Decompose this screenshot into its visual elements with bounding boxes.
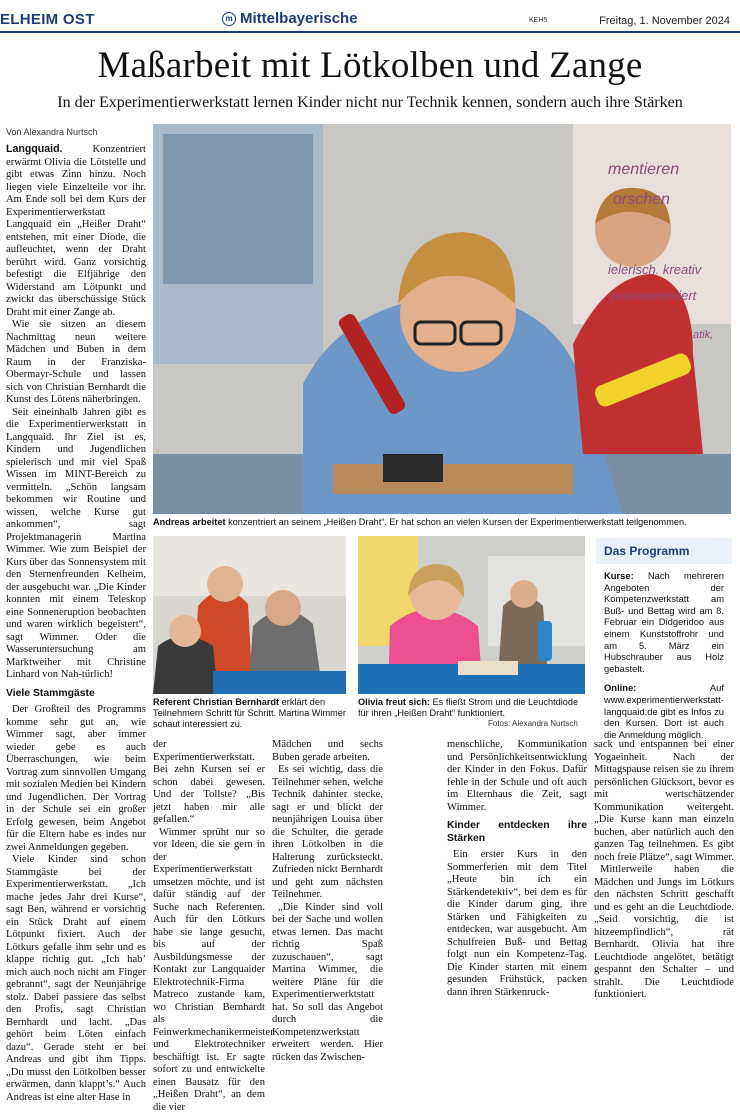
caption-text: Es fließt Strom und die Leuchtdiode für ihren „Heißen Draht“ funktioniert. <box>358 697 578 718</box>
main-photo <box>153 124 731 514</box>
paragraph: menschliche, Kommunikation und Persönlichkeitsentwicklung der Kinder in den Fokus. Dafür fehle in der Schule und oft auch im Elternhaus die Zeit, sagt Wimmer. <box>447 739 587 814</box>
paragraph: Mittlerweile haben die Mädchen und Jungs im Lötkurs den nächsten Schritt geschafft und es geht an die Leuchtdiode. „Seid vorsichtig, die ist hitzeempfindlich“, rät Bernhardt. Olivia hat ihre Leuchtdiode angelötet, betätigt gespannt den Schalter – und strahlt. Die Leuchtdiode funktioniert. <box>594 864 734 1002</box>
paragraph: Viele Kinder sind schon Stammgäste bei der Experimentierwerkstatt. „Ich mache jedes Jahr drei Kurse“, sagt Ben, während er vorsichtig ein Stück Draht auf einem Lötpunkt fixiert. Auch der Lötkurs gefalle ihm sehr und es klappe richtig gut. „Ich hab’ mich auch noch nicht am Finger gebrannt“, sagt der Neunjährige stolz. Dabei passiere das selbst den Profis, sagt Christian Bernhardt und lacht. „Das gehört beim Löten einfach dazu“. Gerade steht er bei Andreas und gibt ihm Tipps. „Du musst den Lötkolben besser erwärmen, dann klappt’s.“ Auch Andreas ist eine alter Hase in <box>6 854 146 1104</box>
paragraph: Mädchen und sechs Buben gerade arbeiten. <box>272 739 383 764</box>
photo-referent-illustration <box>153 536 346 694</box>
caption-text: konzentriert an seinem „Heißen Draht“. Er hat schon an vielen Kursen der Experimentierwerkstatt teilgenommen. <box>226 517 687 527</box>
subheading: Viele Stammgäste <box>6 688 146 701</box>
infobox-label: Online: <box>604 682 636 693</box>
infobox-text: Auf www.experimentierwerkstatt-langquaid.de gibt es Infos zu den Kursen. Dort ist auch die Anmeldung möglich. <box>604 682 724 739</box>
text-column-5 <box>594 739 734 954</box>
caption-text: erklärt den Teilnehmern Schritt für Schritt. Martina Wimmer schaut interessiert zu. <box>153 697 346 729</box>
paragraph: „Die Kinder sind voll bei der Sache und wollen etwas lernen. Das macht richtig Spaß zuzuschauen“, sagt Martina Wimmer, die weitere Pläne für die Experimentierwerktstatt hat. So soll das Angebot durch die Kompetenzwerkstatt erweitert werden. Hier rücken das Zwischen- <box>272 902 383 1065</box>
photo-olivia <box>358 536 585 694</box>
poster-text: orschen <box>613 191 670 208</box>
paragraph: Wimmer sprüht nur so vor Ideen, die sie gern in der Experimentierwerkstatt umsetzen möchte, und ist dafür ständig auf der Suche nach Referenten. Auch für den Lötkurs habe sie lange gesucht, bis auf der Ausbildungsmesse der Kontakt zur Langquaider Elektrotechnik-Firma Matreco zustande kam, wo Christian Bernhardt als Feinwerkmechanikermeister und Elektrotechniker beschäftigt ist. Er sagte sofort zu und entwickelte einen Bausatz für den „Heißen Draht“, an dem die vier <box>153 827 265 1114</box>
poster-text: mentieren <box>608 161 679 178</box>
article-headline: Maßarbeit mit Lötkolben und Zange <box>0 44 740 87</box>
paragraph: Wie sie sitzen an diesem Nachmittag neun weitere Mädchen und Buben in dem Raum in der Franziska-Obermayr-Schule und lassen sich von Christian Bernhardt die Kunst des Lötens näherbringen. <box>6 319 146 407</box>
paragraph: Seit eineinhalb Jahren gibt es die Experimentierwerkstatt in Langquaid. Ihr Ziel ist es, Kindern und Jugendlichen spielerisch und mit viel Spaß Wissen im MINT-Bereich zu vermitteln. „Schön langsam bekommen wir Routine und wissen, welche Kurse gut ankommen“, sagt Projektmanagerin Martina Wimmer. Wie zum Beispiel der Kurs über das Sonnensystem mit den Sternenfreunden Kelheim, der ausgebucht war. „Die Kinder konnten mit einem Teleskop eine Sonneneruption beobachten und waren wirklich begeistert“, sagt Wimmer. Oder die Wasseruntersuchung am Marktweiher mit Christine Linhard von Nah-türlich! <box>6 407 146 682</box>
logo-mark-icon: m <box>222 12 236 26</box>
text-column-3 <box>272 739 383 954</box>
infobox-kurse <box>604 570 724 674</box>
photo-credit: Fotos: Alexandra Nurtsch <box>488 719 578 728</box>
infobox-label: Kurse: <box>604 570 634 581</box>
paragraph: sack und entspannen bei einer Yogaeinheit. Nach der Mittagspause reisen sie zu ihrem persönlichen Glücksort, bevor es mit wertschätzender Kommunikation weitergeht. „Die Kurse kann man einzeln buchen, aber natürlich auch den ganzen Tag teilnehmen. Es gibt noch freie Plätze“, sagt Wimmer. <box>594 739 734 864</box>
program-infobox <box>596 538 732 738</box>
infobox-title: Das Programm <box>596 538 732 564</box>
infobox-online <box>604 682 724 740</box>
text-column-2 <box>153 739 265 954</box>
text-column-1 <box>6 143 146 953</box>
main-photo-illustration <box>153 124 731 514</box>
photo-referent-caption <box>153 697 348 730</box>
dateline: Langquaid. <box>6 143 63 155</box>
paragraph: Es sei wichtig, dass die Teilnehmer sehen, welche Technik dahinter stecke, sagt er und blickt der neunjährigen Louisa über die Schulter, die gerade ihren Lötkolben in die Halterung zurücksteckt. Zufrieden nickt Bernhardt und geht zum nächsten Teilnehmer. <box>272 764 383 902</box>
article-byline: Von Alexandra Nurtsch <box>6 127 98 137</box>
article-subheadline: In der Experimentierwerkstatt lernen Kinder nicht nur Technik kennen, sondern auch ihre Stärken <box>0 94 740 112</box>
text-column-4 <box>447 739 587 954</box>
paragraph: Konzentriert erwärmt Olivia die Lötstelle und gibt etwas Zinn hinzu. Noch liegen viele Einzelteile vor ihr. Am Ende soll bei dem Kurs der Experimentierwerkstatt Langquaid ein „Heißer Draht“ entstehen, mit einer Diode, die aufleuchtet, wenn der Draht berührt wird. Ganz vorsichtig befestigt die Elfjährige den Widerstand am Lötpunkt und zwickt das überschüssige Stück Draht mit einer Zange ab. <box>6 144 146 318</box>
page-header <box>0 0 740 32</box>
photo-olivia-illustration <box>358 536 585 694</box>
edition-code: KEH5 <box>529 17 547 24</box>
poster-text: ielerisch. kreativ <box>608 262 703 277</box>
photo-referent <box>153 536 346 694</box>
caption-lead: Olivia freut sich: <box>358 697 430 707</box>
caption-lead: Andreas arbeitet <box>153 517 226 527</box>
paragraph: Ein erster Kurs in den Sommerferien mit dem Titel „Heute bin ich ein Stärkendetektiv“, bei dem es für die Kinder darum ging, ihre Stärken und Fähigkeiten zu entdecken, war ausgebucht. Am Schulfreien Buß- und Bettag folgt nun ein Kompetenz-Tag. Die Kinder starten mit einem gesunden Frühstück, packen dann ihren Stärkenruck- <box>447 849 587 999</box>
subheading: Kinder entdecken ihre Stärken <box>447 820 587 845</box>
paragraph: der Experimentierwerkstatt. Bei zehn Kursen sei er schon dabei gewesen. Und der Tollste? „Bis jetzt haben mir alle gefallen.“ <box>153 739 265 827</box>
photo-olivia-caption <box>358 697 588 719</box>
caption-lead: Referent Christian Bernhardt <box>153 697 279 707</box>
poster-text: praxisorientiert <box>610 288 698 303</box>
region-label: ELHEIM OST <box>0 11 95 28</box>
paragraph: Der Großteil des Programms komme sehr gut an, wie Wimmer sagt, aber immer wieder gebe es auch Überraschungen, wie beim Vortrag zum sinnvollen Umgang mit sozialen Medien bei Kindern und Jugendlichen. Der Vortrag in der Schule sei ein großer Erfolg gewesen, beim Angebot für die Eltern habe es indes nur zwei Anmeldungen gegeben. <box>6 704 146 854</box>
poster-text: atik, <box>693 329 713 341</box>
header-rule <box>0 31 740 33</box>
publication-logo <box>222 10 358 27</box>
publication-name: Mittelbayerische <box>240 10 358 27</box>
infobox-text: Nach mehreren Angeboten der Kompetenzwerkstatt am Buß- und Bettag wird am 8. Februar ein Didgeridoo aus einem Kunststoffrohr und am 5. März ein Hubschrauber aus Holz gebastelt. <box>604 570 724 674</box>
issue-date: Freitag, 1. November 2024 <box>599 15 730 27</box>
main-photo-caption <box>153 517 733 528</box>
